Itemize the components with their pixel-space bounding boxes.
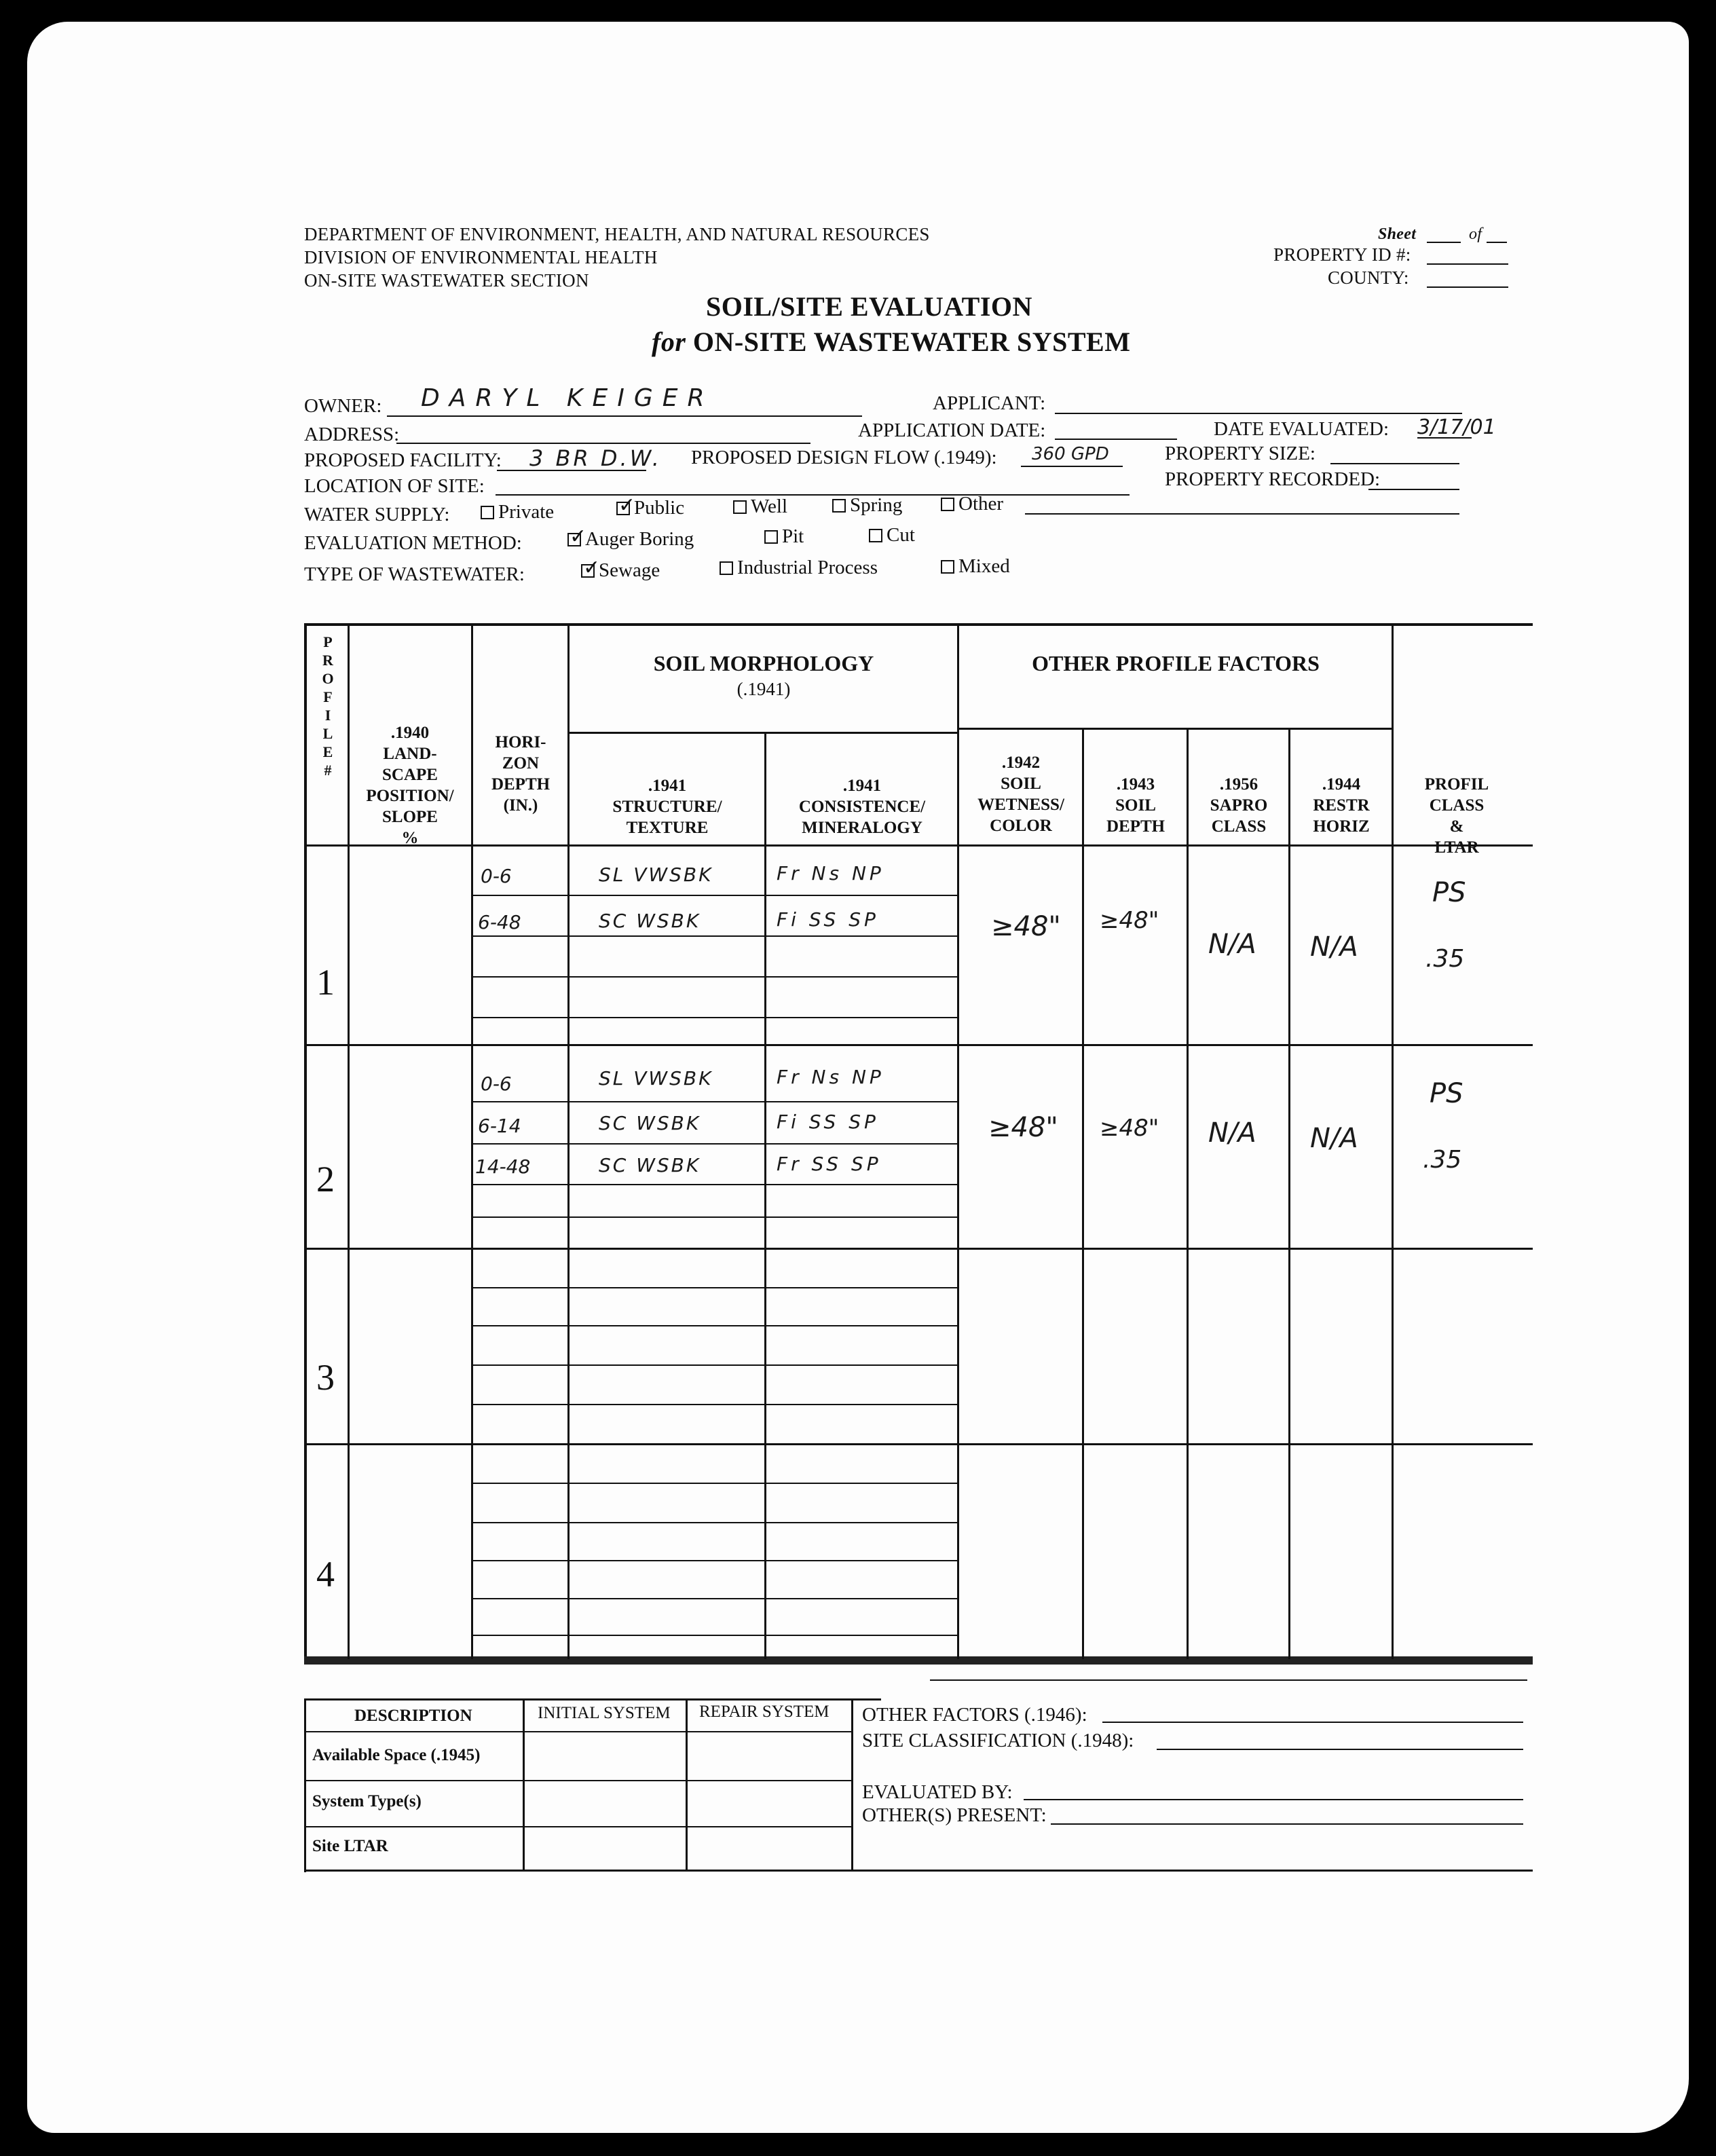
description-header: DESCRIPTION bbox=[354, 1707, 472, 1725]
checkbox-icon[interactable] bbox=[869, 529, 882, 542]
structure-cell: SC WSBK bbox=[599, 1154, 701, 1176]
horizon-depth-cell: 0-6 bbox=[481, 1073, 512, 1095]
subrow-line bbox=[471, 1325, 958, 1326]
soil-depth-cell: ≥48" bbox=[1100, 1115, 1159, 1142]
property-size-line[interactable] bbox=[1330, 463, 1459, 464]
property-recorded-label: PROPERTY RECORDED: bbox=[1165, 468, 1381, 490]
sapro-class-cell: N/A bbox=[1208, 1117, 1256, 1149]
wastewater-industrial-option[interactable] bbox=[720, 557, 878, 579]
method-auger-option[interactable] bbox=[567, 528, 694, 551]
property-id-label: PROPERTY ID #: bbox=[1273, 244, 1411, 265]
design-flow-label: PROPOSED DESIGN FLOW (.1949): bbox=[691, 447, 997, 468]
location-label: LOCATION OF SITE: bbox=[304, 475, 485, 497]
application-date-line[interactable] bbox=[1055, 439, 1177, 440]
applicant-label: APPLICANT: bbox=[933, 392, 1046, 414]
soil-wetness-header: .1942 SOIL WETNESS/ COLOR bbox=[977, 754, 1064, 835]
profile-1-number: 1 bbox=[316, 962, 335, 1003]
subrow-line bbox=[471, 1560, 958, 1561]
option-label: Well bbox=[751, 496, 788, 517]
ltar-cell: .35 bbox=[1425, 945, 1465, 973]
others-present-line[interactable] bbox=[1051, 1823, 1523, 1825]
col-line bbox=[1288, 728, 1290, 1659]
subrow-line bbox=[471, 1522, 958, 1523]
subrow-line bbox=[471, 1216, 958, 1218]
repair-system-header: REPAIR SYSTEM bbox=[699, 1703, 829, 1721]
soil-morphology-header: SOIL MORPHOLOGY bbox=[653, 651, 874, 675]
col-line bbox=[957, 623, 959, 1659]
subrow-line bbox=[471, 895, 958, 896]
subrow-line bbox=[471, 1143, 958, 1145]
property-size-label: PROPERTY SIZE: bbox=[1165, 443, 1316, 464]
proposed-facility-value: 3 BR D.W. bbox=[529, 445, 662, 471]
summary-row-line bbox=[304, 1780, 853, 1781]
horizon-depth-cell: 6-14 bbox=[478, 1115, 521, 1137]
division-name: DIVISION OF ENVIRONMENTAL HEALTH bbox=[304, 247, 658, 267]
profile-4-number: 4 bbox=[316, 1554, 335, 1595]
water-spring-option[interactable] bbox=[832, 494, 902, 517]
subrow-line bbox=[471, 1404, 958, 1405]
horizon-depth-header: HORI- ZON DEPTH (IN.) bbox=[491, 733, 551, 815]
property-recorded-line[interactable] bbox=[1368, 489, 1459, 490]
summary-row-line bbox=[304, 1731, 853, 1732]
method-cut-option[interactable] bbox=[869, 524, 915, 546]
profile-separator bbox=[304, 1443, 1533, 1445]
structure-texture-header: .1941 STRUCTURE/ TEXTURE bbox=[612, 777, 722, 837]
site-classification-line[interactable] bbox=[1157, 1749, 1523, 1750]
structure-cell: SL VWSBK bbox=[599, 1067, 713, 1090]
department-name: DEPARTMENT OF ENVIRONMENT, HEALTH, AND NATURAL RESOURCES bbox=[304, 224, 930, 244]
wastewater-mixed-option[interactable] bbox=[941, 555, 1010, 578]
subrow-line bbox=[471, 1635, 958, 1636]
restr-horiz-cell: N/A bbox=[1310, 931, 1358, 963]
soil-morphology-code: (.1941) bbox=[736, 679, 791, 699]
profile-separator bbox=[304, 1248, 1533, 1250]
summary-col-line bbox=[851, 1698, 853, 1871]
initial-system-header: INITIAL SYSTEM bbox=[538, 1704, 671, 1722]
checkbox-icon[interactable] bbox=[764, 530, 778, 544]
option-label: Cut bbox=[887, 524, 915, 546]
horizon-depth-cell: 0-6 bbox=[481, 865, 512, 887]
consistence-cell: Fi SS SP bbox=[777, 908, 879, 931]
wastewater-type-label: TYPE OF WASTEWATER: bbox=[304, 563, 525, 585]
county-label: COUNTY: bbox=[1328, 267, 1409, 288]
restr-horiz-cell: N/A bbox=[1310, 1123, 1358, 1154]
of-label: of bbox=[1469, 225, 1482, 243]
evaluation-method-label: EVALUATION METHOD: bbox=[304, 532, 522, 554]
consistence-cell: Fi SS SP bbox=[777, 1111, 879, 1133]
subtitle-text: ON-SITE WASTEWATER SYSTEM bbox=[692, 327, 1131, 357]
summary-col-line bbox=[523, 1698, 525, 1871]
others-present-label: OTHER(S) PRESENT: bbox=[862, 1804, 1047, 1826]
summary-bottom-border bbox=[304, 1870, 1533, 1872]
profile-class-header: PROFIL CLASS & LTAR bbox=[1424, 775, 1489, 857]
checkbox-icon[interactable] bbox=[832, 499, 846, 513]
soil-wetness-cell: ≥48" bbox=[991, 911, 1061, 942]
subrow-line bbox=[471, 1598, 958, 1599]
consistence-cell: Fr Ns NP bbox=[777, 1066, 884, 1088]
location-field-line[interactable] bbox=[496, 494, 1130, 496]
section-name: ON-SITE WASTEWATER SECTION bbox=[304, 270, 589, 291]
property-id-line[interactable] bbox=[1427, 263, 1508, 265]
option-label: Public bbox=[634, 497, 685, 519]
form-sheet bbox=[27, 22, 1689, 2133]
proposed-facility-label: PROPOSED FACILITY: bbox=[304, 449, 502, 471]
landscape-header: .1940 LAND- SCAPE POSITION/ SLOPE % bbox=[366, 724, 454, 847]
bottom-divider-line bbox=[930, 1679, 1527, 1681]
form-title: SOIL/SITE EVALUATION bbox=[706, 291, 1032, 322]
structure-cell: SC WSBK bbox=[599, 910, 701, 932]
sapro-class-cell: N/A bbox=[1208, 929, 1256, 960]
sheet-number-line[interactable] bbox=[1427, 242, 1461, 243]
address-label: ADDRESS: bbox=[304, 424, 400, 445]
checkbox-icon[interactable] bbox=[941, 498, 954, 511]
water-private-option[interactable] bbox=[481, 501, 554, 523]
soil-wetness-cell: ≥48" bbox=[988, 1112, 1058, 1143]
option-label: Sewage bbox=[599, 559, 660, 581]
profile-class-cell: PS bbox=[1432, 877, 1466, 908]
horizon-depth-cell: 14-48 bbox=[475, 1155, 531, 1178]
owner-value: DARYL KEIGER bbox=[421, 384, 714, 412]
subrow-line bbox=[471, 1483, 958, 1484]
option-label: Other bbox=[958, 493, 1004, 515]
option-label: Auger Boring bbox=[585, 528, 694, 550]
water-other-option[interactable] bbox=[941, 493, 1003, 515]
other-factors-line[interactable] bbox=[1102, 1722, 1523, 1723]
water-other-line[interactable] bbox=[1025, 513, 1459, 515]
checkbox-icon[interactable] bbox=[720, 561, 733, 575]
site-ltar-label: Site LTAR bbox=[312, 1837, 388, 1855]
county-line[interactable] bbox=[1427, 286, 1508, 288]
sheet-label: Sheet bbox=[1378, 225, 1417, 243]
table-bottom-border bbox=[304, 1656, 1533, 1665]
system-types-label: System Type(s) bbox=[312, 1792, 422, 1810]
structure-cell: SC WSBK bbox=[599, 1112, 701, 1134]
available-space-label: Available Space (.1945) bbox=[312, 1746, 481, 1764]
checked-checkbox-icon[interactable] bbox=[567, 533, 581, 546]
profile-2-number: 2 bbox=[316, 1159, 335, 1200]
soil-depth-cell: ≥48" bbox=[1100, 907, 1159, 934]
applicant-field-line[interactable] bbox=[1055, 413, 1462, 414]
subrow-line bbox=[471, 1287, 958, 1288]
checkbox-icon[interactable] bbox=[481, 506, 494, 519]
date-evaluated-label: DATE EVALUATED: bbox=[1214, 418, 1389, 440]
subrow-line bbox=[471, 1101, 958, 1102]
option-label: Private bbox=[498, 501, 555, 523]
profile-3-number: 3 bbox=[316, 1357, 335, 1398]
structure-cell: SL VWSBK bbox=[599, 863, 713, 886]
subrow-line bbox=[471, 976, 958, 978]
sheet-total-line[interactable] bbox=[1487, 242, 1507, 243]
water-well-option[interactable] bbox=[733, 496, 787, 518]
subrow-line bbox=[471, 1364, 958, 1366]
restr-horiz-header: .1944 RESTR HORIZ bbox=[1313, 775, 1370, 836]
other-profile-factors-header: OTHER PROFILE FACTORS bbox=[1032, 651, 1320, 675]
wastewater-sewage-option[interactable] bbox=[581, 559, 660, 582]
col-line bbox=[1187, 728, 1189, 1659]
other-factors-label: OTHER FACTORS (.1946): bbox=[862, 1704, 1087, 1726]
col-line bbox=[1082, 728, 1084, 1659]
form-subtitle bbox=[652, 326, 1130, 358]
consistence-cell: Fr SS SP bbox=[777, 1153, 882, 1175]
evaluated-by-line[interactable] bbox=[1024, 1799, 1523, 1800]
summary-top-border bbox=[304, 1698, 881, 1700]
morphology-header-divider bbox=[567, 732, 958, 734]
col-line bbox=[567, 623, 570, 1659]
site-classification-label: SITE CLASSIFICATION (.1948): bbox=[862, 1730, 1134, 1751]
evaluated-by-label: EVALUATED BY: bbox=[862, 1781, 1013, 1803]
sapro-class-header: .1956 SAPRO CLASS bbox=[1210, 775, 1268, 836]
owner-field-line[interactable] bbox=[387, 415, 862, 417]
owner-label: OWNER: bbox=[304, 395, 382, 417]
address-field-line[interactable] bbox=[396, 443, 810, 444]
subrow-line bbox=[471, 1017, 958, 1018]
soil-depth-header: .1943 SOIL DEPTH bbox=[1106, 775, 1165, 836]
profile-class-cell: PS bbox=[1430, 1078, 1463, 1109]
checkbox-icon[interactable] bbox=[941, 560, 954, 574]
col-line bbox=[764, 732, 766, 1659]
subrow-line bbox=[471, 1184, 958, 1185]
option-label: Mixed bbox=[958, 555, 1010, 577]
option-label: Spring bbox=[850, 494, 903, 516]
subtitle-for: for bbox=[652, 327, 686, 357]
checked-checkbox-icon[interactable] bbox=[581, 564, 595, 578]
summary-col-line bbox=[686, 1698, 688, 1871]
design-flow-value: 360 GPD bbox=[1032, 444, 1109, 464]
option-label: Pit bbox=[782, 525, 804, 547]
profile-separator bbox=[304, 1044, 1533, 1046]
header-bottom-line bbox=[304, 844, 1533, 847]
checked-checkbox-icon[interactable] bbox=[616, 502, 630, 515]
option-label: Industrial Process bbox=[737, 557, 878, 578]
summary-left-border bbox=[304, 1698, 306, 1872]
design-flow-line[interactable] bbox=[1021, 466, 1123, 467]
col-line bbox=[348, 623, 350, 1659]
col-line bbox=[471, 623, 473, 1659]
ltar-cell: .35 bbox=[1423, 1146, 1462, 1174]
subrow-line bbox=[471, 935, 958, 937]
table-left-border bbox=[304, 623, 307, 1660]
other-factors-header-divider bbox=[957, 728, 1393, 730]
consistence-header: .1941 CONSISTENCE/ MINERALOGY bbox=[798, 777, 926, 837]
water-supply-label: WATER SUPPLY: bbox=[304, 504, 450, 525]
col-line bbox=[1392, 623, 1394, 1659]
consistence-cell: Fr Ns NP bbox=[777, 862, 884, 885]
water-public-option[interactable] bbox=[616, 497, 684, 519]
application-date-label: APPLICATION DATE: bbox=[858, 420, 1046, 441]
profile-number-header: P R O F I L E # bbox=[322, 633, 334, 779]
table-top-border bbox=[304, 623, 1533, 626]
method-pit-option[interactable] bbox=[764, 525, 804, 548]
date-evaluated-value: 3/17/01 bbox=[1417, 415, 1496, 439]
checkbox-icon[interactable] bbox=[733, 500, 747, 514]
horizon-depth-cell: 6-48 bbox=[478, 911, 521, 933]
summary-row-line bbox=[304, 1826, 853, 1827]
